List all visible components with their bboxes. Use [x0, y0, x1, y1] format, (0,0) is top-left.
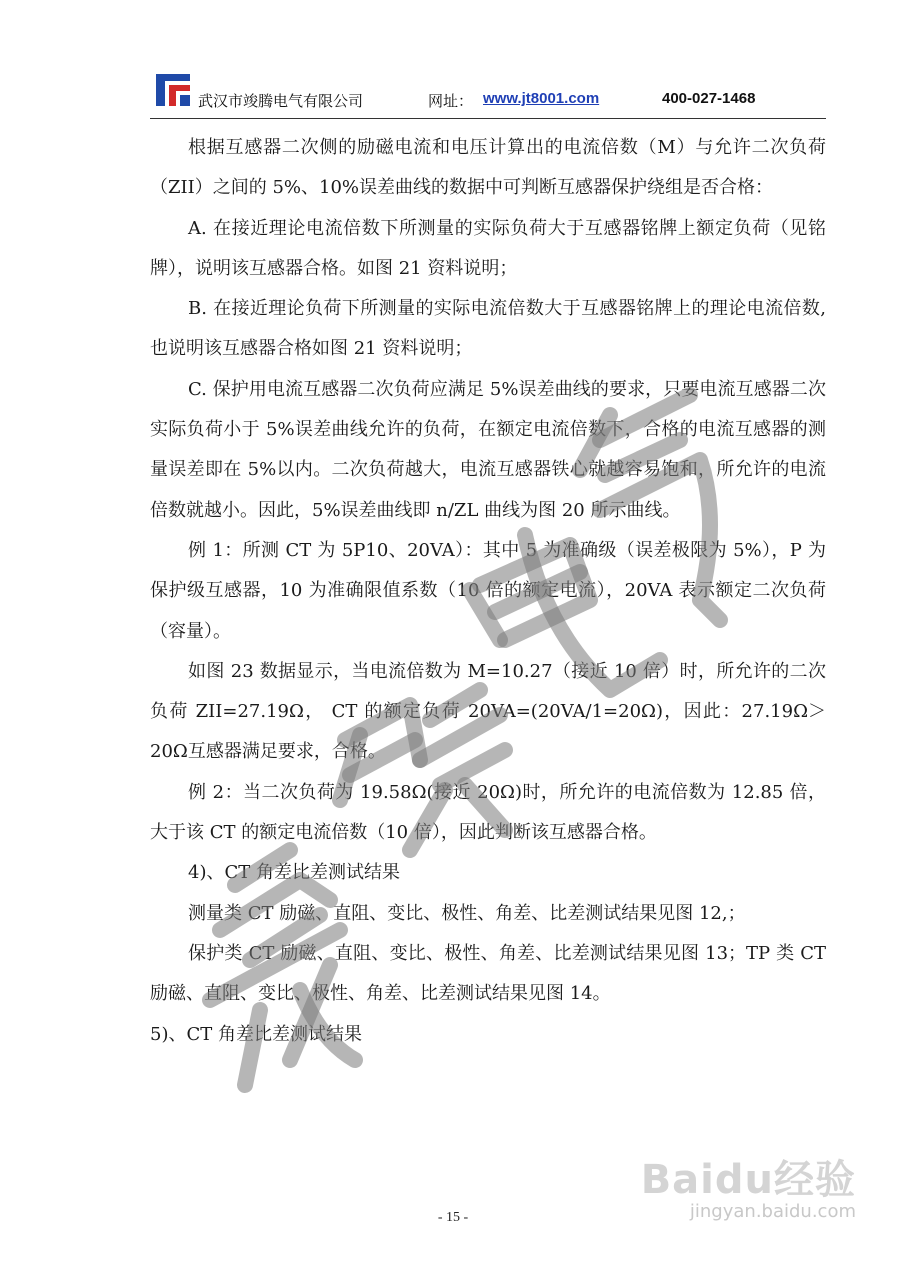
paragraph-protection-ct: 保护类 CT 励磁、直阻、变比、极性、角差、比差测试结果见图 13；TP 类 CT 励磁、直阻、变比、极性、角差、比差测试结果见图 14。: [150, 942, 826, 1005]
website-label: 网址：: [428, 92, 474, 110]
page-number: - 15 -: [437, 1210, 469, 1225]
baidu-brand: Baidu经验: [640, 1157, 856, 1203]
company-name: 武汉市竣腾电气有限公司: [198, 92, 364, 110]
baidu-domain: jingyan.baidu.com: [689, 1201, 856, 1222]
paragraph-example-1: 例 1：所测 CT 为 5P10、20VA）：其中 5 为准确级（误差极限为 5%），P 为保护级互感器，10 为准确限值系数（10 倍的额定电流），20VA 表示额定二次负荷（容量）。: [150, 539, 826, 642]
paragraph-item-c: C. 保护用电流互感器二次负荷应满足 5%误差曲线的要求，只要电流互感器二次实际负荷小于 5%误差曲线允许的负荷，在额定电流倍数下，合格的电流互感器的测量误差即在 5%以内。二次负荷越大，电流互感器铁心就越容易饱和，所允许的电流倍数就越小。因此，5%误差曲线即 n/ZL 曲线为图 20 所示曲线。: [150, 378, 826, 521]
page-header: [150, 70, 826, 119]
section-heading-4: 4)、CT 角差比差测试结果: [188, 862, 400, 884]
phone-number: 400-027-1468: [662, 90, 756, 107]
paragraph-example-2: 例 2：当二次负荷为 19.58Ω(接近 20Ω)时，所允许的电流倍数为 12.85 倍，大于该 CT 的额定电流倍数（10 倍），因此判断该互感器合格。: [150, 781, 826, 844]
section-heading-5: 5)、CT 角差比差测试结果: [150, 1023, 362, 1045]
paragraph-item-b: B. 在接近理论负荷下所测量的实际电流倍数大于互感器铭牌上的理论电流倍数,也说明该互感器合格如图 21 资料说明；: [150, 298, 826, 360]
paragraph-figure-23: 如图 23 数据显示，当电流倍数为 M=10.27（接近 10 倍）时，所允许的二次负荷 ZII=27.19Ω， CT 的额定负荷 20VA=(20VA/1=20Ω)，因此：27.19Ω＞20Ω互感器满足要求，合格。: [150, 660, 826, 763]
paragraph-item-a: A. 在接近理论电流倍数下所测量的实际负荷大于互感器铭牌上额定负荷（见铭牌），说明该互感器合格。如图 21 资料说明；: [150, 217, 826, 279]
company-logo-icon: [156, 74, 190, 106]
paragraph-1: 根据互感器二次侧的励磁电流和电压计算出的电流倍数（M）与允许二次负荷（ZII）之间的 5%、10%误差曲线的数据中可判断互感器保护绕组是否合格：: [150, 137, 826, 199]
document-body: [150, 128, 826, 1055]
paragraph-measurement-ct: 测量类 CT 励磁、直阻、变比、极性、角差、比差测试结果见图 12,；: [188, 902, 746, 924]
website-link[interactable]: www.jt8001.com: [483, 90, 600, 107]
